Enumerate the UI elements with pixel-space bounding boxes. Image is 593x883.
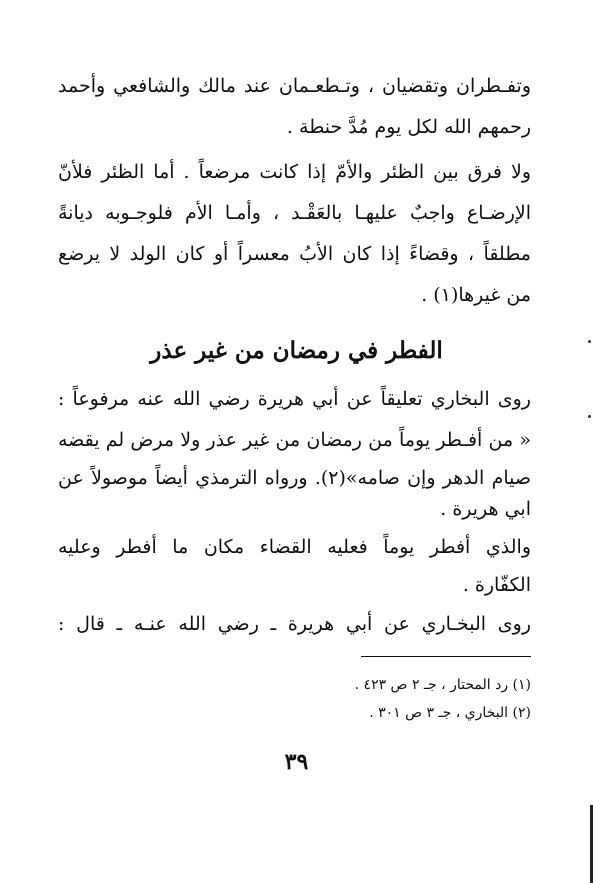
body-line: « من أفـطر يوماً من رمضان من غير عذر ولا مرض لم يقضه: [58, 429, 531, 451]
body-line: من غيرها(١) .: [421, 284, 531, 306]
body-line: وتفـطران وتقضيان ، وتـطعـمان عند مالك والشافعي وأحمد: [58, 75, 531, 97]
footnote: (١) رد المحتار ، جـ ٢ ص ٤٢٣ .: [354, 677, 531, 693]
body-line: صيام الدهر وإن صامه»(٢). ورواه الترمذي أيضاً موصولاً عن: [58, 467, 531, 489]
body-line: روى البخاري تعليقاً عن أبي هريرة رضي الله عنه مرفوعاً :: [58, 388, 531, 410]
body-line: روى البخـاري عن أبي هريرة ـ رضي الله عنـه ـ قال :: [58, 613, 531, 635]
body-line: والذي أفطر يوماً فعليه القضاء مكان ما أفطر وعليه: [58, 536, 531, 558]
body-line: الكفّارة .: [462, 574, 531, 596]
body-line: الإرضـاع واجبٌ عليهـا بالعَقْـد ، وأمـا الأم فلوجـوبه ديانةً: [58, 202, 531, 224]
footnote-divider: [361, 656, 531, 657]
page-number: ٣٩: [284, 749, 309, 775]
body-line: مطلقاً ، وقضاءً إذا كان الأبُ معسراً أو كان الولد لا يرضع: [58, 243, 531, 265]
body-line: ابي هريرة .: [440, 498, 531, 520]
section-heading: الفطر في رمضان من غير عذر: [150, 337, 443, 364]
body-line: رحمهم الله لكل يوم مُدَّ حنطة .: [286, 116, 531, 138]
scan-speck: [588, 415, 591, 418]
footnote: (٢) البخاري ، جـ ٣ ص ٣٠١ .: [369, 705, 531, 721]
scan-speck: [588, 340, 591, 343]
body-line: ولا فرق بين الظئر والأمّ إذا كانت مرضعاً . أما الظئر فلأنّ: [58, 161, 531, 183]
